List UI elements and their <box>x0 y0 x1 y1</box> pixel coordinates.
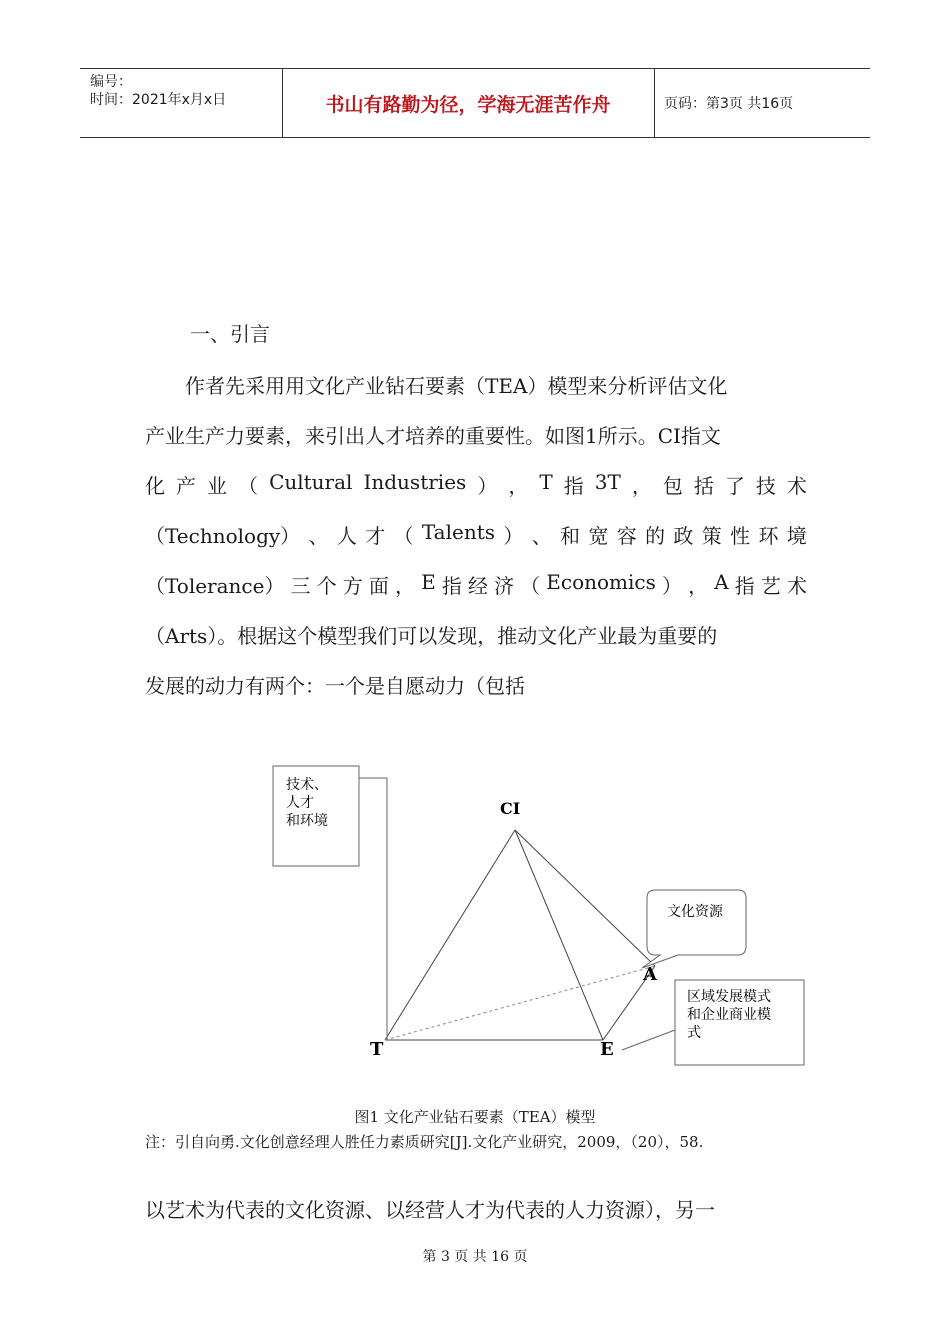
callout-a-text: 文化资源 <box>667 904 723 920</box>
paragraph-token: 化 <box>145 474 165 498</box>
paragraph-token: ， <box>631 474 652 498</box>
paragraph-token: 产 <box>176 474 197 498</box>
paragraph-token: 3T <box>594 470 621 494</box>
paragraph-token: Talents <box>421 520 496 544</box>
box-t-line: 技术、 <box>286 777 328 793</box>
paragraph-token: 环 <box>758 524 779 548</box>
paragraph-token: 宽 <box>588 524 609 548</box>
paragraph-token: 的 <box>645 524 666 548</box>
paragraph-token: Industries <box>363 470 467 494</box>
paragraph-token: 指 <box>734 574 755 598</box>
paragraph-token: 和 <box>560 524 581 548</box>
paragraph-token: 人 <box>336 524 357 548</box>
paragraph-token: 境 <box>786 524 807 548</box>
paragraph-token: ） <box>477 474 498 498</box>
paragraph-token: （Technology） <box>145 524 301 548</box>
callout-a <box>642 890 746 968</box>
edge-ci-t <box>385 830 515 1040</box>
paragraph-token: A <box>714 570 729 594</box>
paragraph-line: 作者先采用用文化产业钻石要素（TEA）模型来分析评估文化 <box>145 374 728 398</box>
header-time-label: 时间：2021年x月x日 <box>90 92 227 108</box>
paragraph-line: （Arts）。根据这个模型我们可以发现，推动文化产业最为重要的 <box>145 624 718 648</box>
header-page-info: 页码：第3页 共16页 <box>664 96 794 112</box>
page-footer: 第 3 页 共 16 页 <box>422 1249 528 1265</box>
paragraph-token: （ <box>393 524 414 548</box>
header-motto: 书山有路勤为径，学海无涯苦作舟 <box>325 93 611 116</box>
paragraph-line: 产业生产力要素，来引出人才培养的重要性。如图1所示。CI指文 <box>145 424 721 448</box>
paragraph-token: T <box>539 470 553 494</box>
paragraph-token: 、 <box>308 524 329 548</box>
paragraph-token: 指 <box>441 574 462 598</box>
edge-ci-a <box>515 830 655 966</box>
paragraph-token: 术 <box>786 574 807 598</box>
node-t-label: T <box>370 1039 384 1060</box>
node-e-label: E <box>600 1039 614 1060</box>
figure-note: 注：引自向勇.文化创意经理人胜任力素质研究[J].文化产业研究，2009，（20），58. <box>145 1133 704 1151</box>
paragraph-token: ， <box>688 574 709 598</box>
paragraph-token: 面 <box>368 574 389 598</box>
connector-t-box <box>359 778 387 1040</box>
box-t-line: 人才 <box>286 795 314 811</box>
paragraph-token: 经 <box>467 574 488 598</box>
paragraph-token: E <box>421 570 436 594</box>
paragraph-token: Cultural <box>269 470 353 494</box>
paragraph-token: 术 <box>786 474 807 498</box>
paragraph-token: ） <box>503 524 524 548</box>
connector-e-box <box>622 1030 675 1050</box>
paragraph-token: 方 <box>342 574 363 598</box>
box-e-line: 区域发展模式 <box>687 989 771 1005</box>
paragraph-token: 个 <box>316 574 337 598</box>
paragraph-token: （ <box>520 574 541 598</box>
paragraph-token: 济 <box>494 574 515 598</box>
paragraph-token: 政 <box>673 524 694 548</box>
section-heading: 一、引言 <box>190 322 270 346</box>
paragraph-token: 性 <box>730 524 751 548</box>
paragraph-token: 三 <box>290 574 311 598</box>
paragraph-token: （ <box>238 474 259 498</box>
edge-ci-e <box>515 830 603 1040</box>
paragraph-token: 包 <box>662 474 683 498</box>
box-t-line: 和环境 <box>286 813 328 829</box>
paragraph-token: 业 <box>207 474 228 498</box>
paragraph-continuation: 以艺术为代表的文化资源、以经营人才为代表的人力资源），另一 <box>145 1198 715 1222</box>
paragraph-token: 容 <box>616 524 637 548</box>
header-number-label: 编号： <box>90 74 132 90</box>
edge-t-a-hidden <box>385 966 655 1040</box>
paragraph-token: Economics <box>546 570 656 594</box>
paragraph-token: 括 <box>693 474 714 498</box>
paragraph-token: 技 <box>755 474 776 498</box>
node-a-label: A <box>643 964 657 985</box>
paragraph-token: （Tolerance） <box>145 574 285 598</box>
node-ci-label: CI <box>500 799 521 818</box>
paragraph-token: 、 <box>531 524 552 548</box>
figure-caption: 图1 文化产业钻石要素（TEA）模型 <box>354 1108 596 1126</box>
paragraph-token: ， <box>508 474 529 498</box>
paragraph-token: ， <box>395 574 416 598</box>
paragraph-token: 了 <box>724 474 745 498</box>
box-e-line: 和企业商业模 <box>687 1007 771 1023</box>
box-e-line: 式 <box>687 1025 701 1041</box>
paragraph-token: 策 <box>701 524 722 548</box>
paragraph-token: ） <box>661 574 682 598</box>
paragraph-token: 才 <box>365 524 386 548</box>
paragraph-token: 艺 <box>760 574 781 598</box>
paragraph-line: 发展的动力有两个：一个是自愿动力（包括 <box>145 674 525 698</box>
paragraph-token: 指 <box>563 474 584 498</box>
